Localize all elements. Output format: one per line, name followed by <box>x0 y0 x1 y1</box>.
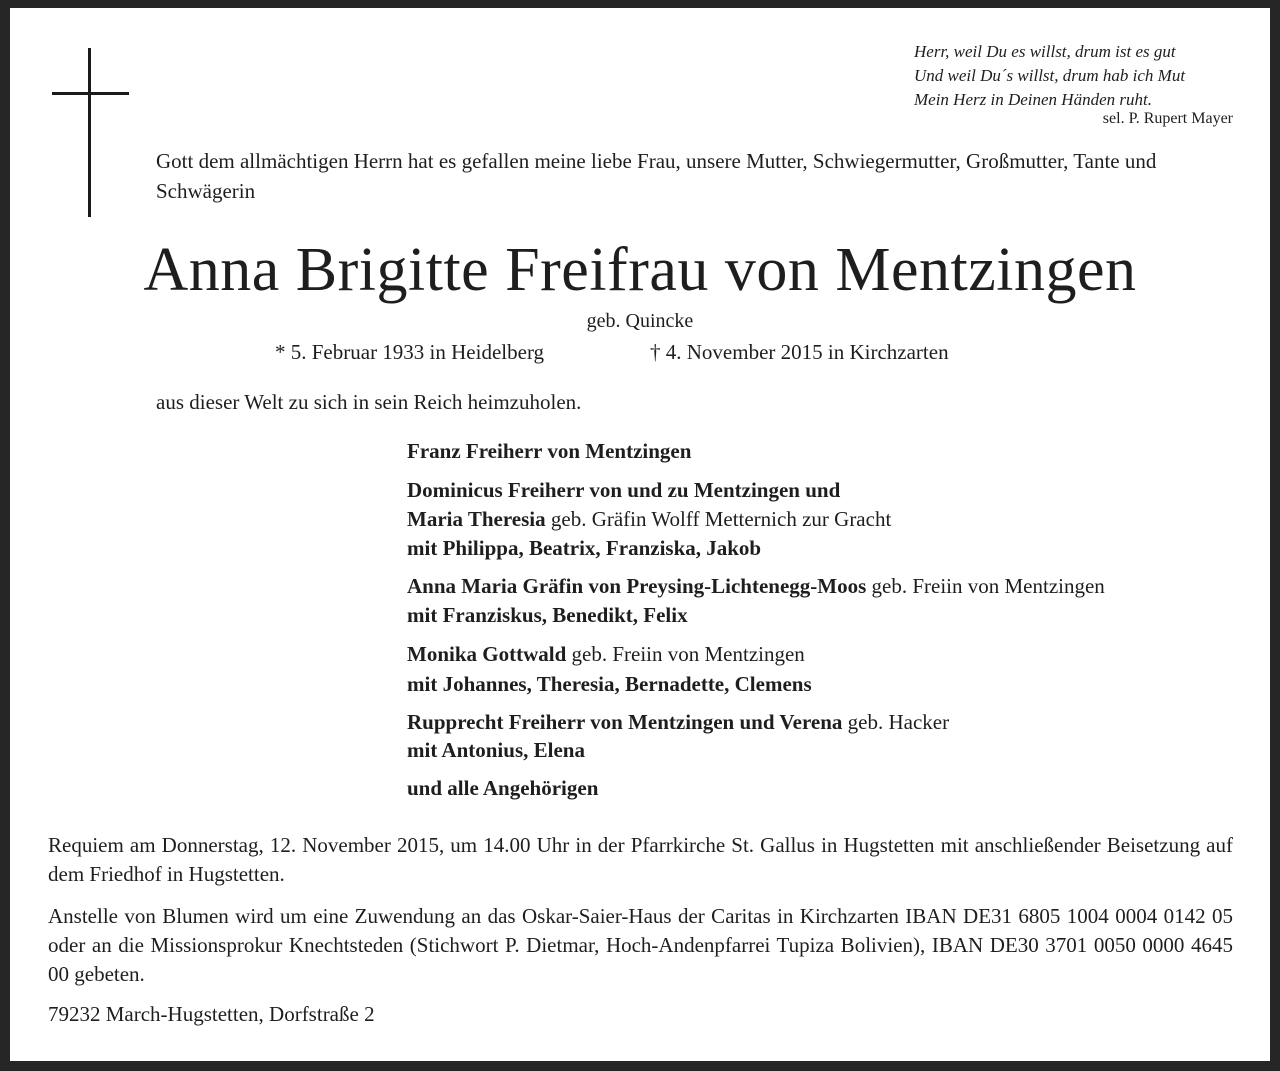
family-name: Rupprecht Freiherr von Mentzingen und Verena <box>407 710 843 734</box>
family-entry-5-line-1 <box>407 708 949 737</box>
donation-paragraph: Anstelle von Blumen wird um eine Zuwendung an das Oskar-Saier-Haus der Caritas in Kirchzarten IBAN DE31 6805 1004 0004 0142 05 oder an die Missionsprokur Knechtsteden (Stichwort P. Dietmar, Hoch-Andenpfarrei Tupiza Bolivien), IBAN DE30 3701 0050 0000 4645 00 gebeten. <box>48 904 1233 986</box>
outro-text: aus dieser Welt zu sich in sein Reich heimzuholen. <box>156 390 582 414</box>
address: 79232 March-Hugstetten, Dorfstraße 2 <box>48 1002 375 1026</box>
family-entry-2-line-2 <box>407 505 891 534</box>
quote-author: sel. P. Rupert Mayer <box>1102 110 1233 127</box>
family-children: mit Franziskus, Benedikt, Felix <box>407 603 688 627</box>
family-entry-2-line-1 <box>407 476 840 505</box>
requiem-paragraph: Requiem am Donnerstag, 12. November 2015, um 14.00 Uhr in der Pfarrkirche St. Gallus in Hugstetten mit anschließender Beisetzung auf dem Friedhof in Hugstetten. <box>48 833 1233 886</box>
family-birth-name: geb. Freiin von Mentzingen <box>566 642 805 666</box>
family-children: mit Antonius, Elena <box>407 738 585 762</box>
family-name: Monika Gottwald <box>407 642 567 666</box>
family-entry-5-children <box>407 736 585 765</box>
death-date: † 4. November 2015 in Kirchzarten <box>650 340 949 364</box>
deceased-name: Anna Brigitte Freifrau von Mentzingen <box>143 236 1137 304</box>
cross-horizontal-bar <box>52 92 129 95</box>
family-birth-name: geb. Freiin von Mentzingen <box>866 574 1105 598</box>
quote-line-3: Mein Herz in Deinen Händen ruht. <box>914 90 1152 109</box>
family-birth-name: geb. Gräfin Wolff Metternich zur Gracht <box>545 507 892 531</box>
family-name: und alle Angehörigen <box>407 776 599 800</box>
family-children: mit Philippa, Beatrix, Franziska, Jakob <box>407 536 762 560</box>
family-entry-1 <box>407 437 691 466</box>
family-name: Dominicus Freiherr von und zu Mentzingen und <box>407 478 841 502</box>
family-children: mit Johannes, Theresia, Bernadette, Clemens <box>407 672 812 696</box>
birth-date: * 5. Februar 1933 in Heidelberg <box>275 340 545 364</box>
birth-name: geb. Quincke <box>586 310 694 332</box>
cross-vertical-bar <box>88 48 91 217</box>
family-birth-name: geb. Hacker <box>842 710 950 734</box>
quote-line-1: Herr, weil Du es willst, drum ist es gut <box>914 42 1176 61</box>
family-entry-4-children <box>407 670 812 699</box>
family-name: Maria Theresia <box>407 507 546 531</box>
family-entry-6 <box>407 774 598 803</box>
family-entry-3-line-1 <box>407 572 1105 601</box>
family-name: Anna Maria Gräfin von Preysing-Lichtenegg-Moos <box>407 574 867 598</box>
family-entry-4-line-1 <box>407 640 805 669</box>
quote-line-2: Und weil Du´s willst, drum hab ich Mut <box>914 66 1186 85</box>
family-entry-3-children <box>407 601 688 630</box>
intro-text: Gott dem allmächtigen Herrn hat es gefallen meine liebe Frau, unsere Mutter, Schwiegermutter, Großmutter, Tante und Schwägerin <box>156 149 1157 203</box>
family-entry-2-children <box>407 534 761 563</box>
family-name: Franz Freiherr von Mentzingen <box>407 439 692 463</box>
